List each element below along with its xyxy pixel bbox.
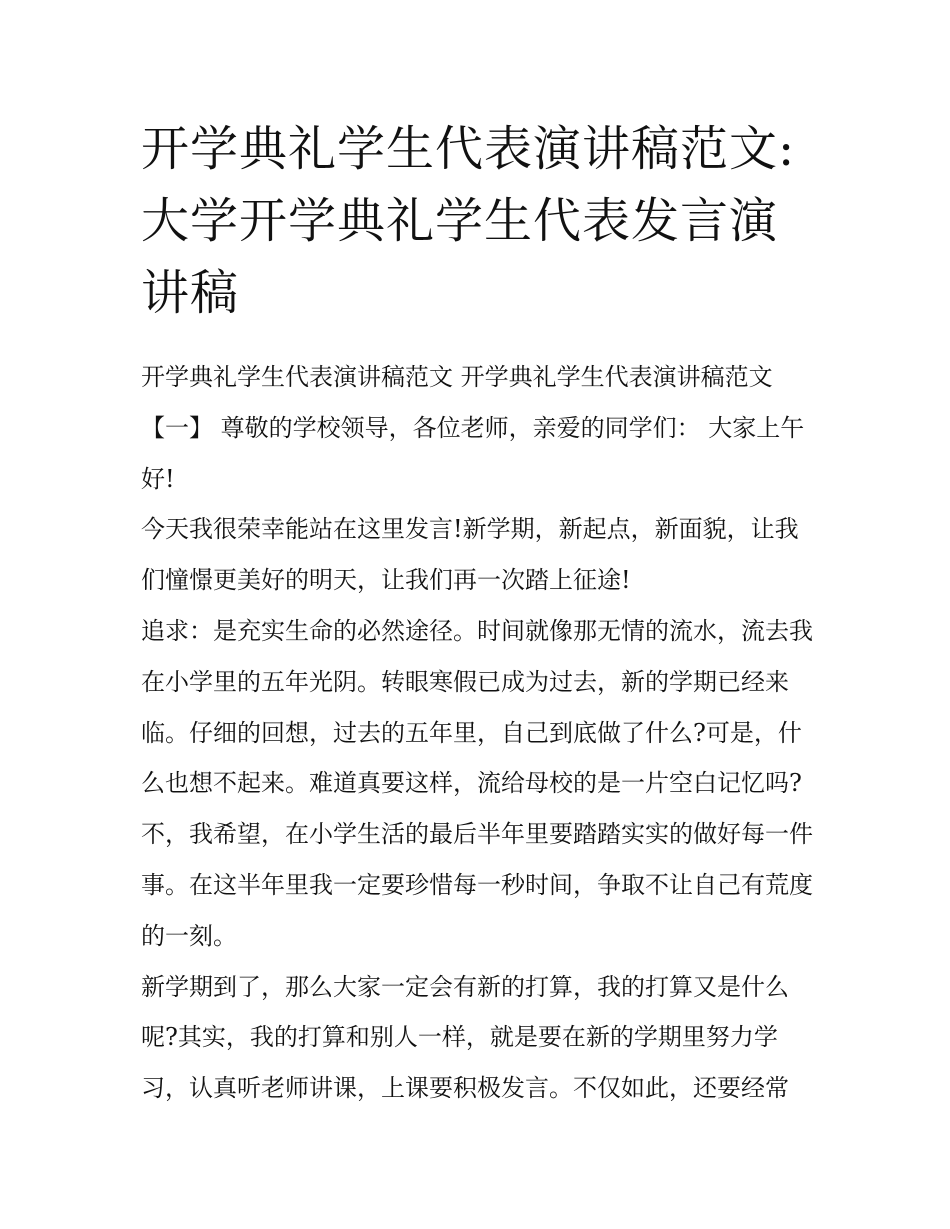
paragraph: 开学典礼学生代表演讲稿范文 开学典礼学生代表演讲稿范文【一】 尊敬的学校领导，各位老师，亲爱的同学们： 大家上午好! xyxy=(141,363,805,493)
paragraph: 新学期到了，那么大家一定会有新的打算，我的打算又是什么呢?其实，我的打算和别人一样，就是要在新的学期里努力学习，认真听老师讲课，上课要积极发言。不仅如此，还要经常 xyxy=(141,972,789,1103)
paragraph: 追求：是充实生命的必然途径。时间就像那无情的流水，流去我在小学里的五年光阴。转眼寒假已成为过去，新的学期已经来临。仔细的回想，过去的五年里，自己到底做了什么?可是，什么也想不起来。难道真要这样，流给母校的是一片空白记忆吗?不，我希望，在小学生活的最后半年里要踏踏实实的做好每一件事。在这半年里我一定要珍惜每一秒时间，争取不让自己有荒度的一刻。 xyxy=(141,616,813,950)
document-title: 开学典礼学生代表演讲稿范文:大学开学典礼学生代表发言演讲稿 xyxy=(141,121,796,321)
paragraph: 今天我很荣幸能站在这里发言!新学期，新起点，新面貌，让我们憧憬更美好的明天，让我们再一次踏上征途! xyxy=(141,515,799,595)
document-body xyxy=(141,352,816,1114)
